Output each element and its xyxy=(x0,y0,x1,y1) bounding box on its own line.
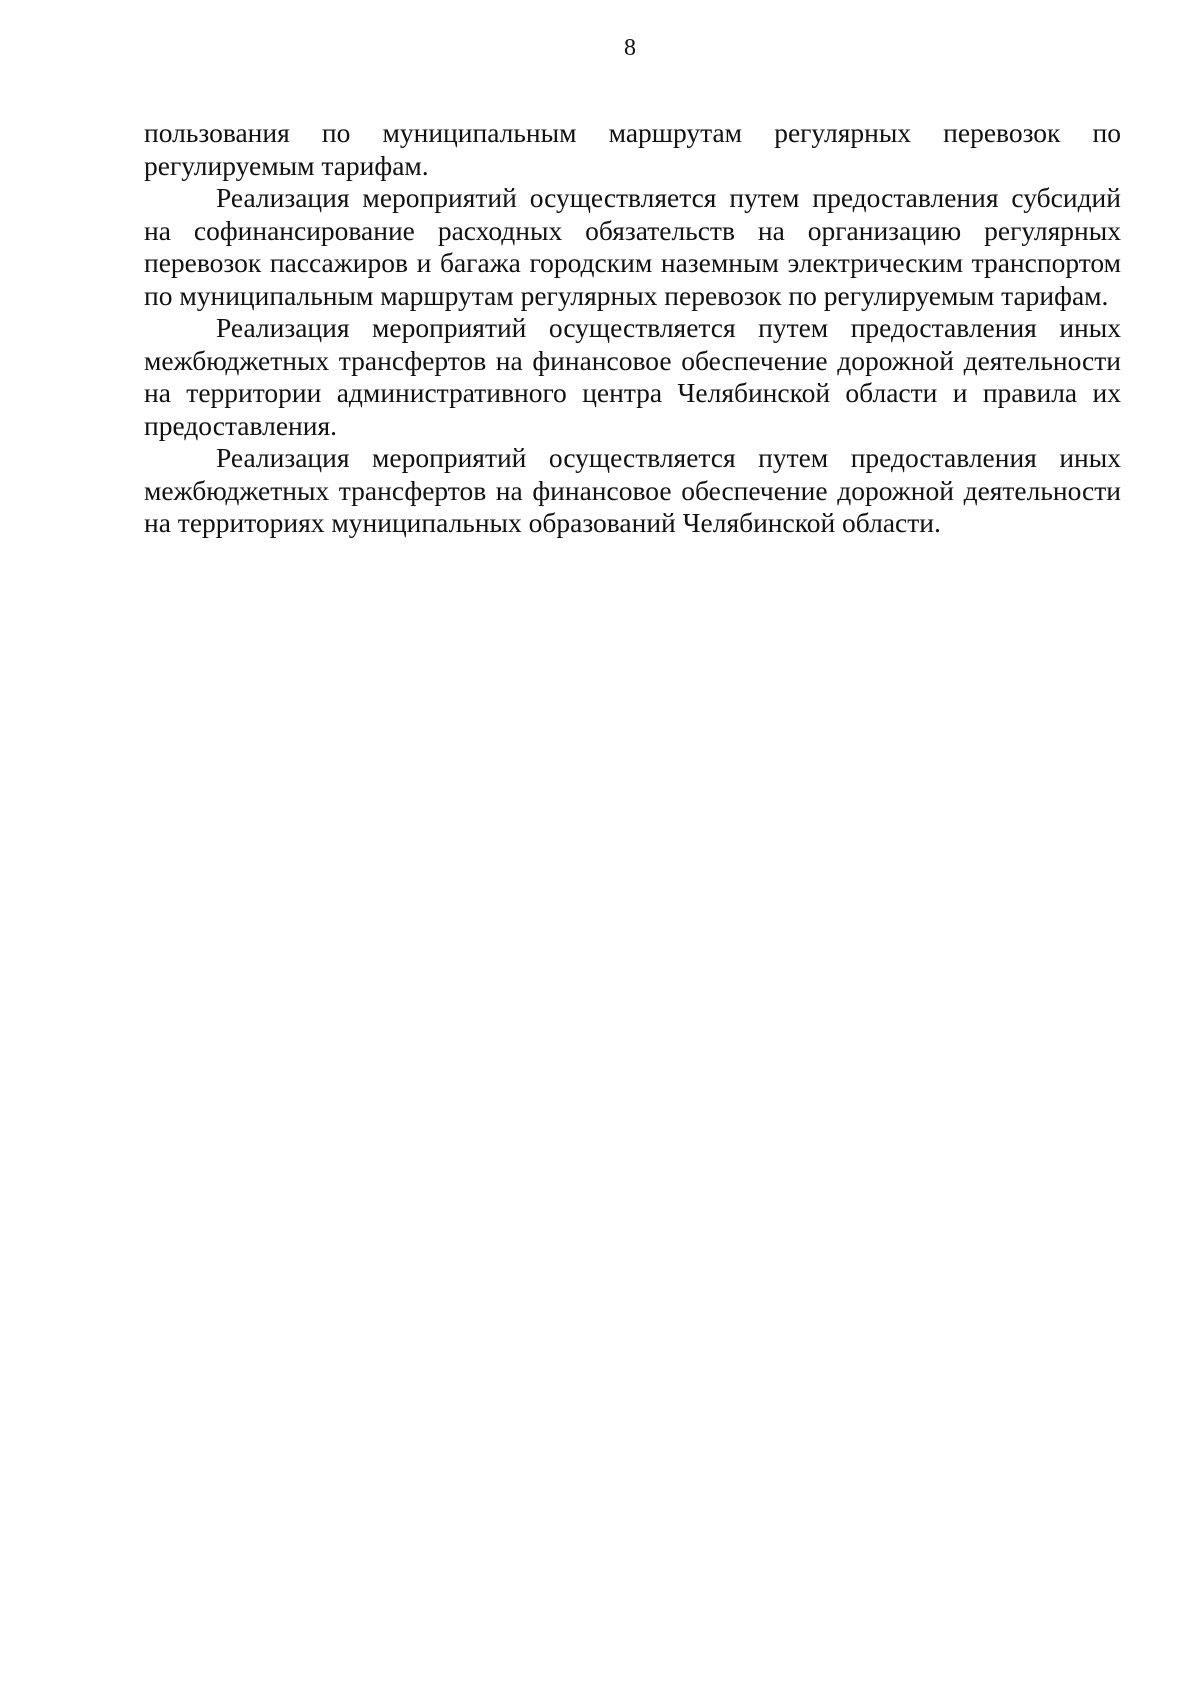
paragraph-transfers-municipalities: Реализация мероприятий осуществляется путем предоставления иных межбюджетных трансфертов на финансовое обеспечение дорожной деятельности на территориях муниципальных образований Челябинской области. xyxy=(144,442,1121,538)
paragraph-transfers-admin-center: Реализация мероприятий осуществляется путем предоставления иных межбюджетных трансфертов на финансовое обеспечение дорожной деятельности на территории административного центра Челябинской области и правила их предоставления. xyxy=(144,312,1121,441)
paragraph-subsidies-electric-transport: Реализация мероприятий осуществляется путем предоставления субсидий на софинансирование расходных обязательств на организацию регулярных перевозок пассажиров и багажа городским наземным электрическим транспортом по муниципальным маршрутам регулярных перевозок по регулируемым тарифам. xyxy=(144,182,1121,311)
page-number: 8 xyxy=(624,35,636,61)
paragraph-continuation: пользования по муниципальным маршрутам регулярных перевозок по регулируемым тарифам. xyxy=(144,117,1121,181)
document-body xyxy=(144,117,1121,540)
